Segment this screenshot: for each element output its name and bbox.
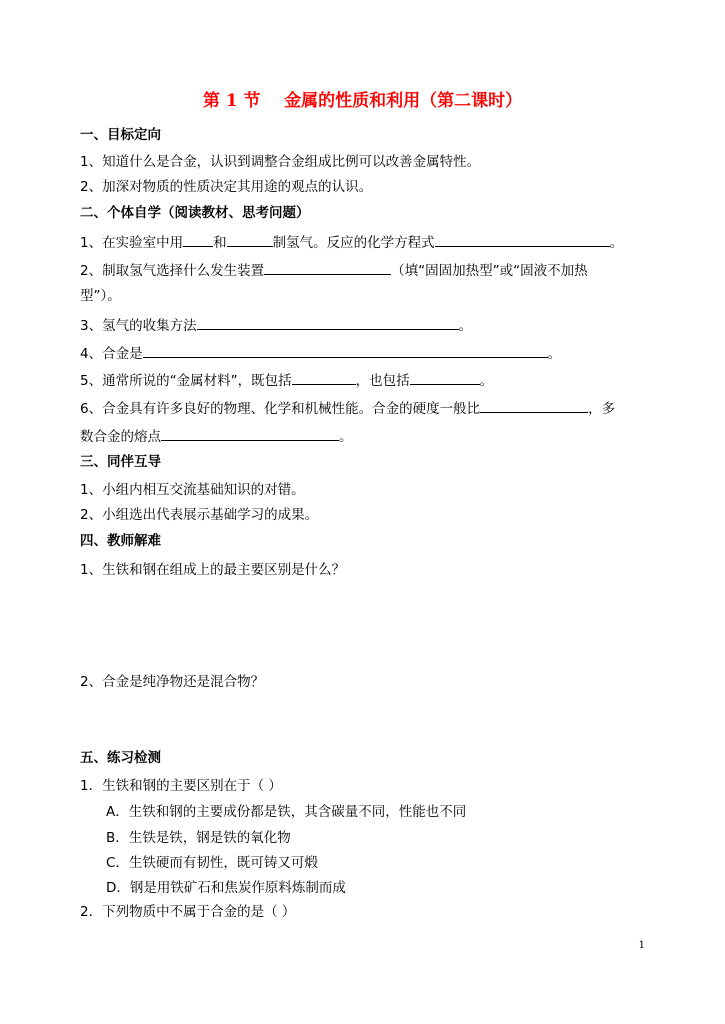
s2-question-1: 1、在实验室中用 和 制氢气。反应的化学方程式 。: [80, 235, 624, 251]
s5-question-2: 2．下列物质中不属于合金的是（ ）: [80, 904, 296, 920]
page-title: 第 1 节 金属的性质和利用（第二课时）: [202, 91, 523, 111]
s1-item-1: 1、知道什么是合金，认识到调整合金组成比例可以改善金属特性。: [80, 154, 481, 170]
section-4-heading: 四、教师解难: [80, 533, 161, 549]
s4-question-1: 1、生铁和钢在组成上的最主要区别是什么？: [80, 562, 346, 578]
option-a[interactable]: A．生铁和钢的主要成份都是铁，其含碳量不同，性能也不同: [106, 804, 467, 820]
blank[interactable]: [292, 371, 356, 385]
section-1-heading: 一、目标定向: [80, 127, 161, 143]
s2-question-6-cont: 数合金的熔点 。: [80, 429, 353, 445]
blank[interactable]: [227, 233, 273, 247]
s2-question-3: 3、氢气的收集方法 。: [80, 318, 473, 334]
option-c[interactable]: C．生铁硬而有韧性，既可铸又可煅: [106, 855, 318, 871]
blank[interactable]: [143, 344, 548, 358]
s2-question-2: 2、制取氢气选择什么发生装置 （填“固固加热型”或“固液不加热: [80, 263, 588, 279]
s2-question-5: 5、通常所说的“金属材料”，既包括 ，也包括 。: [80, 373, 494, 389]
section-5-heading: 五、练习检测: [80, 750, 161, 766]
option-d[interactable]: D．钢是用铁矿石和焦炭作原料炼制而成: [106, 880, 346, 896]
option-b[interactable]: B．生铁是铁，钢是铁的氧化物: [106, 830, 291, 846]
s5-question-1: 1．生铁和钢的主要区别在于（ ）: [80, 778, 282, 794]
section-3-heading: 三、同伴互导: [80, 454, 161, 470]
blank[interactable]: [410, 371, 480, 385]
s3-item-1: 1、小组内相互交流基础知识的对错。: [80, 482, 305, 498]
blank[interactable]: [197, 316, 459, 330]
blank[interactable]: [161, 427, 339, 441]
s1-item-2: 2、加深对物质的性质决定其用途的观点的认识。: [80, 179, 373, 195]
page-number: 1: [638, 940, 645, 951]
s4-question-2: 2、合金是纯净物还是混合物？: [80, 674, 265, 690]
s2-question-4: 4、合金是 。: [80, 346, 562, 362]
blank[interactable]: [183, 233, 213, 247]
blank[interactable]: [435, 233, 610, 247]
section-2-heading: 二、个体自学（阅读教材、思考问题）: [80, 205, 310, 221]
s2-question-2-cont: 型”）。: [80, 288, 121, 304]
s3-item-2: 2、小组选出代表展示基础学习的成果。: [80, 507, 319, 523]
s2-question-6: 6、合金具有许多良好的物理、化学和机械性能。合金的硬度一般比 ，多: [80, 401, 616, 417]
blank[interactable]: [264, 261, 391, 275]
blank[interactable]: [480, 399, 588, 413]
